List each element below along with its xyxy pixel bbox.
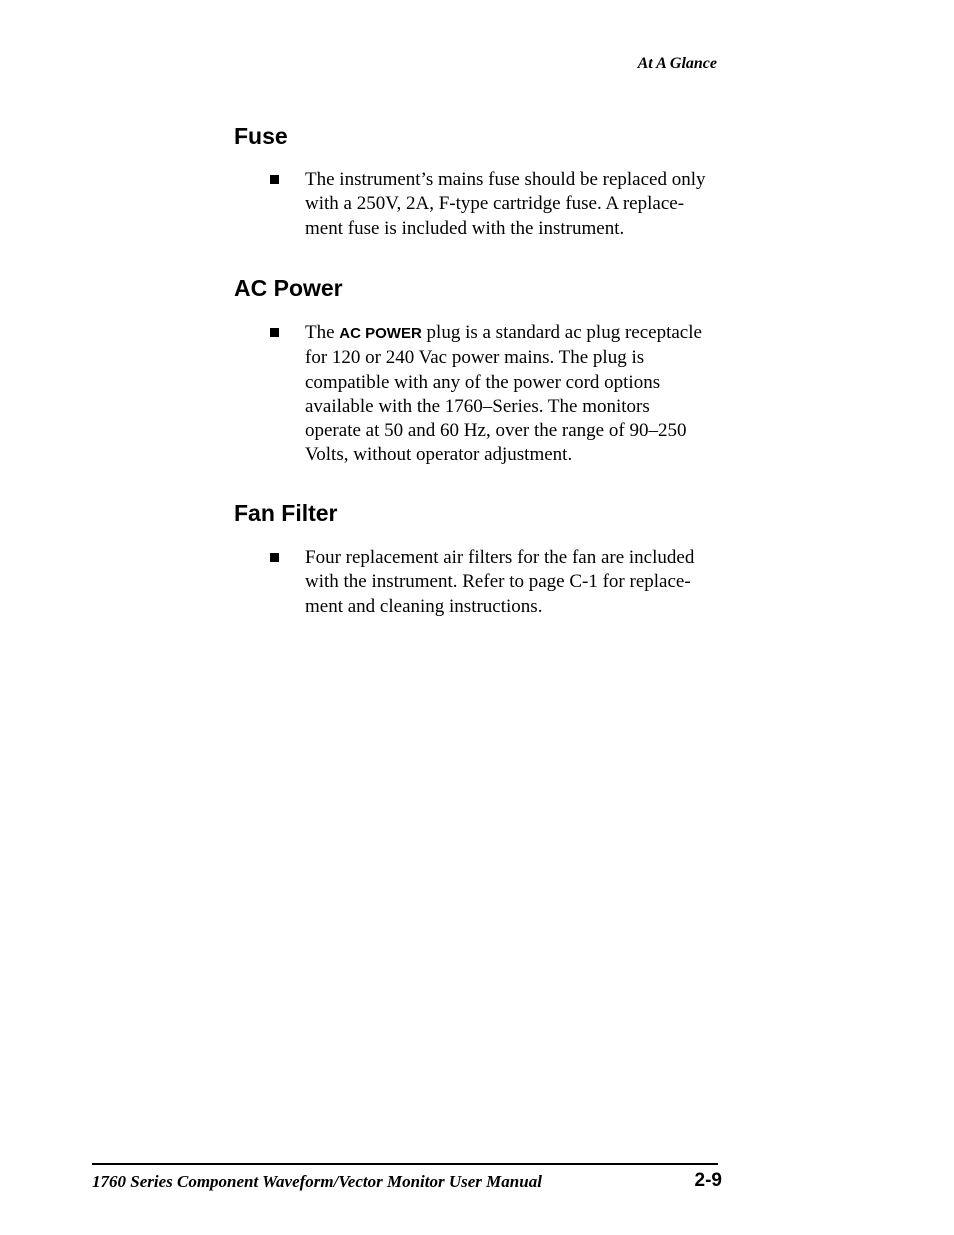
square-bullet-icon [270,328,279,337]
ac-power-label: AC POWER [339,325,422,342]
section-heading-ac-power: AC Power [234,275,343,301]
footer-manual-title: 1760 Series Component Waveform/Vector Monitor User Manual [92,1172,542,1191]
square-bullet-icon [270,553,279,562]
text-line: Four replacement air filters for the fan are included [305,547,695,568]
text-line: operate at 50 and 60 Hz, over the range of 90–250 [305,420,687,442]
list-item [234,546,754,619]
section-heading-fan-filter: Fan Filter [234,500,338,526]
text-line: Volts, without operator adjustment. [305,444,573,466]
text-fragment: The [305,322,340,343]
footer-divider [92,1163,718,1165]
text-line: ment fuse is included with the instrument. [305,217,625,239]
page-number: 2-9 [694,1170,722,1191]
section-ac-power [234,274,754,468]
bullet-text [305,168,745,241]
text-line: for 120 or 240 Vac power mains. The plug is [305,347,645,369]
text-line: ment and cleaning instructions. [305,595,543,617]
list-item [234,168,754,241]
list-item [234,321,754,468]
text-line: compatible with any of the power cord options [305,371,661,393]
text-line: with a 250V, 2A, F-type cartridge fuse. A replace- [305,193,685,215]
bullet-text [305,321,745,468]
text-line: available with the 1760–Series. The monitors [305,395,650,417]
square-bullet-icon [270,175,279,184]
section-fuse [234,122,754,241]
bullet-text [305,546,745,619]
section-fan-filter [234,499,754,619]
text-line [305,321,745,346]
running-head: At A Glance [637,55,717,72]
text-line: with the instrument. Refer to page C-1 for replace- [305,571,691,593]
text-fragment: plug is a standard ac plug receptacle [421,322,702,343]
text-line: The instrument’s mains fuse should be replaced only [305,169,706,190]
section-heading-fuse: Fuse [234,123,288,149]
